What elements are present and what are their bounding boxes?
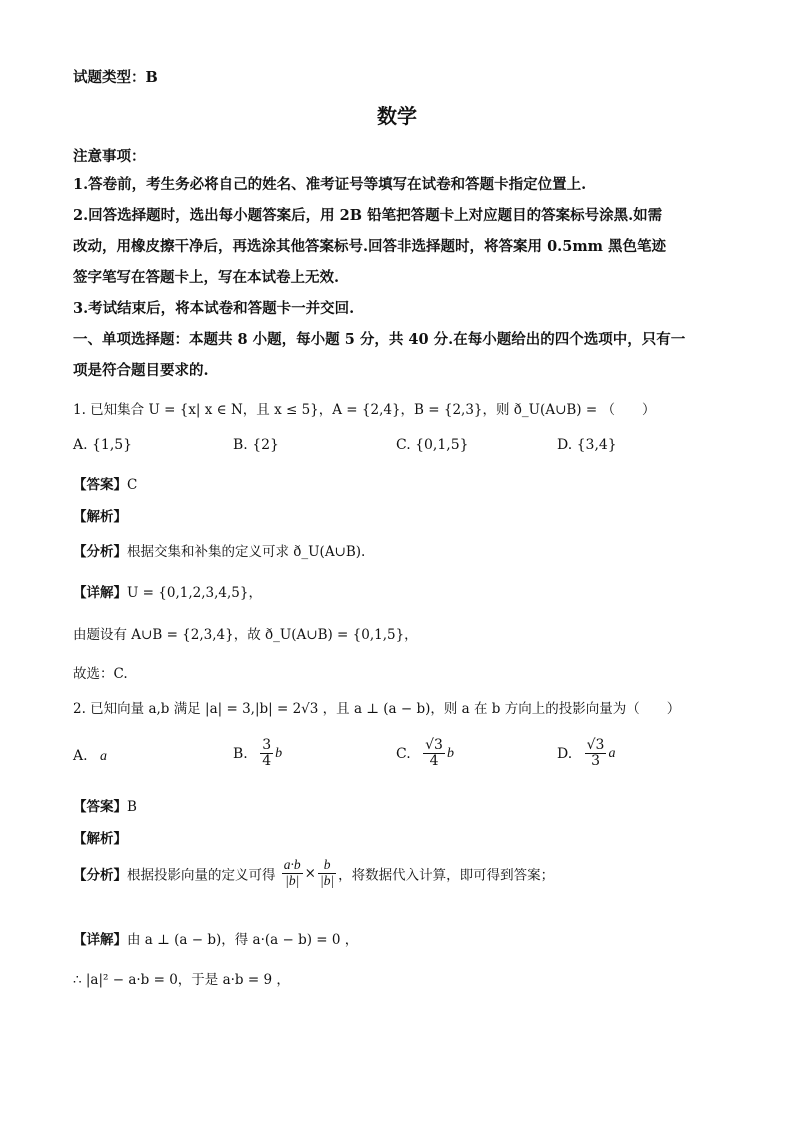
option-variable: a xyxy=(608,745,616,761)
fraction-numerator: √3 xyxy=(586,737,605,753)
notes-item-2-line-2: 改动，用橡皮擦干净后，再选涂其他答案标号.回答非选择题时，将答案用 0.5mm 黑色笔迹 xyxy=(73,238,667,255)
section-heading-line-2: 项是符合题目要求的. xyxy=(73,362,209,379)
question-1-option-b: B. {2} xyxy=(233,437,279,453)
question-2-detail-1 xyxy=(73,928,358,948)
fenxi-fraction-2 xyxy=(318,858,336,889)
answer-tag: 【答案】 xyxy=(73,799,127,815)
answer-tag: 【答案】 xyxy=(73,477,127,493)
fenxi-times: × xyxy=(304,865,316,882)
question-1-detail-1 xyxy=(73,581,262,601)
option-label: B. xyxy=(233,745,248,762)
fraction-numerator: √3 xyxy=(425,737,443,753)
fenxi-text-post: ，将数据代入计算，即可得到答案； xyxy=(338,867,555,884)
option-label: A. xyxy=(73,748,88,764)
question-2-fenxi xyxy=(73,858,554,889)
question-2-stem: 2. 已知向量 a,b 满足 |a| = 3,|b| = 2√3 ，且 a ⊥ (a − b)，则 a 在 b 方向上的投影向量为（ ） xyxy=(73,701,681,717)
detail-tag: 【详解】 xyxy=(73,585,127,601)
fraction-denominator: 3 xyxy=(591,753,601,770)
option-label: D. xyxy=(557,745,573,762)
option-label: C. xyxy=(396,745,411,762)
detail-tag: 【详解】 xyxy=(73,932,127,948)
section-heading-line-1: 一、单项选择题：本题共 8 小题，每小题 5 分，共 40 分.在每小题给出的四个选项中，只有一 xyxy=(73,331,686,348)
question-2-option-c xyxy=(396,738,454,770)
detail-text: 由 a ⊥ (a − b)，得 a·(a − b) = 0 ， xyxy=(127,932,359,948)
option-variable: b xyxy=(275,745,283,761)
detail-text: U = {0,1,2,3,4,5}， xyxy=(127,585,262,601)
question-2-option-a xyxy=(73,748,107,765)
option-fraction xyxy=(423,738,445,770)
option-expr: a xyxy=(100,749,108,764)
fraction-denominator: 4 xyxy=(262,753,272,770)
answer-value: C xyxy=(127,477,138,493)
fenxi-fraction-1 xyxy=(282,858,303,889)
question-2-option-d xyxy=(557,738,615,770)
question-1-option-d: D. {3,4} xyxy=(557,437,617,453)
question-2-answer xyxy=(73,795,137,815)
question-1-answer xyxy=(73,473,137,493)
notes-item-2-line-3: 签字笔写在答题卡上，写在本试卷上无效. xyxy=(73,269,340,286)
question-1-option-c: C. {0,1,5} xyxy=(396,437,469,453)
fenxi-tag: 【分析】 xyxy=(73,544,127,560)
question-1-stem: 1. 已知集合 U = {x| x ∈ N，且 x ≤ 5}，A = {2,4}，B = {2,3}，则 ð_U(A∪B) = （ ） xyxy=(73,402,656,418)
fraction-denominator: 4 xyxy=(429,753,439,770)
question-2-option-b xyxy=(233,738,282,770)
question-2-detail-2: ∴ |a|² − a·b = 0，于是 a·b = 9 ， xyxy=(73,972,290,988)
question-1-detail-2: 由题设有 A∪B = {2,3,4}，故 ð_U(A∪B) = {0,1,5}， xyxy=(73,627,418,643)
option-fraction xyxy=(260,738,273,770)
fraction-numerator: 3 xyxy=(262,737,272,753)
fraction-denominator: |b| xyxy=(319,872,335,888)
option-fraction xyxy=(585,738,607,770)
question-1-fenxi xyxy=(73,540,365,560)
question-1-option-a: A. {1,5} xyxy=(73,437,133,453)
question-1-analysis-tag: 【解析】 xyxy=(73,509,127,525)
notes-item-3: 3.考试结束后，将本试卷和答题卡一并交回. xyxy=(73,300,355,317)
exam-type-label: 试题类型：B xyxy=(73,69,158,86)
page-title: 数学 xyxy=(377,104,417,128)
fraction-denominator: |b| xyxy=(285,872,300,888)
question-1-detail-3: 故选：C. xyxy=(73,666,128,682)
fraction-numerator: b xyxy=(318,858,336,874)
fenxi-tag: 【分析】 xyxy=(73,867,127,884)
question-2-analysis-tag: 【解析】 xyxy=(73,831,127,847)
fenxi-text-pre: 根据投影向量的定义可得 xyxy=(127,867,276,884)
fraction-numerator: a·b xyxy=(283,857,301,872)
notes-heading: 注意事项： xyxy=(73,148,146,165)
answer-value: B xyxy=(127,799,137,815)
option-variable: b xyxy=(446,745,454,761)
notes-item-2-line-1: 2.回答选择题时，选出每小题答案后，用 2B 铅笔把答题卡上对应题目的答案标号涂黑.如需 xyxy=(73,207,663,224)
fenxi-text: 根据交集和补集的定义可求 ð_U(A∪B). xyxy=(127,544,366,560)
notes-item-1: 1.答卷前，考生务必将自己的姓名、准考证号等填写在试卷和答题卡指定位置上. xyxy=(73,176,587,193)
